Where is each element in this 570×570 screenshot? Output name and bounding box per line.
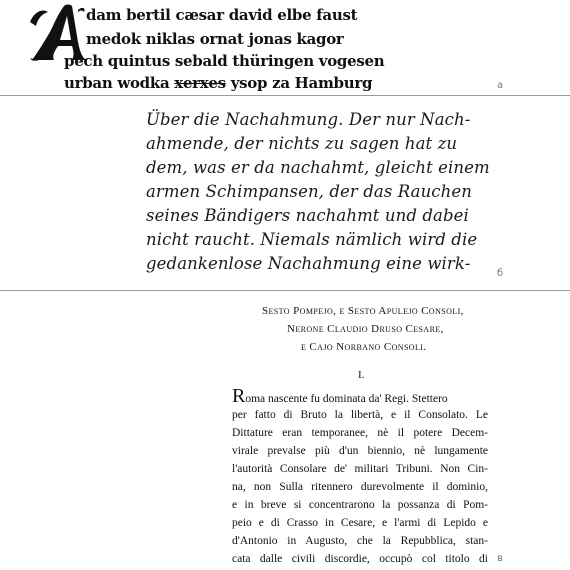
body-line-6: na, non Sulla ritennero durevolmente il dominio,: [232, 481, 488, 493]
calligraphic-line-6: nicht raucht. Niemals nämlich wird die: [146, 230, 478, 249]
section-number: I.: [358, 369, 365, 381]
italian-text-specimen: [0, 291, 570, 570]
calligraphic-line-1: Über die Nachahmung. Der nur Nach-: [146, 110, 471, 129]
body-line-1: Roma nascente fu dominata da' Regi. Stettero: [232, 385, 448, 407]
calligraphic-specimen: [0, 96, 570, 290]
heading-line-2: Nerone Claudio Druso Cesare,: [287, 323, 444, 335]
body-line-7: e in breve si concentrarono la possanza di Pom-: [232, 499, 488, 511]
blackletter-line-1: dam bertil cæsar david elbe faust: [86, 6, 358, 24]
body-line-3: Dittature eran temporanee, nè il potere Decem-: [232, 427, 488, 439]
heading-line-3: e Cajo Norbano Consoli.: [301, 341, 427, 353]
calligraphic-line-2: ahmende, der nichts zu sagen hat zu: [146, 134, 458, 153]
blackletter-specimen: [0, 0, 570, 95]
blackletter-line-4: urban wodka xerxes ysop za Hamburg: [64, 74, 373, 92]
panel-label-a: a: [497, 80, 504, 91]
body-line-2: per fatto di Bruto la libertà, e il Consolato. Le: [232, 409, 488, 421]
body-line-8: peio e di Crasso in Cesare, e l'armi di Lepido e: [232, 517, 488, 529]
struck-word: xerxes: [174, 74, 226, 92]
calligraphic-line-4: armen Schimpansen, der das Rauchen: [146, 182, 472, 201]
body-line-9: d'Antonio in Augusto, che la Repubblica, stan-: [232, 535, 488, 547]
panel-label-b: б: [497, 268, 504, 279]
blackletter-line-2: medok niklas ornat jonas kagor: [86, 30, 344, 48]
heading-line-1: Sesto Pompejo, e Sesto Apulejo Consoli,: [262, 305, 464, 317]
calligraphic-line-5: seines Bändigers nachahmt und dabei: [146, 206, 469, 225]
calligraphic-line-7: gedankenlose Nachahmung eine wirk-: [146, 254, 471, 273]
panel-label-v: в: [497, 553, 503, 564]
calligraphic-line-3: dem, was er da nachahmt, gleicht einem: [146, 158, 490, 177]
body-line-10: cata dalle civili discordie, occupò col titolo di: [232, 553, 488, 565]
initial-capital: R: [232, 385, 246, 407]
blackletter-line-3: pech quintus sebald thüringen vogesen: [64, 52, 385, 70]
body-line-4: virale prevalse più d'un biennio, nè lungamente: [232, 445, 488, 457]
body-line-5: l'autorità Consolare de' militari Tribuni. Non Cin-: [232, 463, 488, 475]
